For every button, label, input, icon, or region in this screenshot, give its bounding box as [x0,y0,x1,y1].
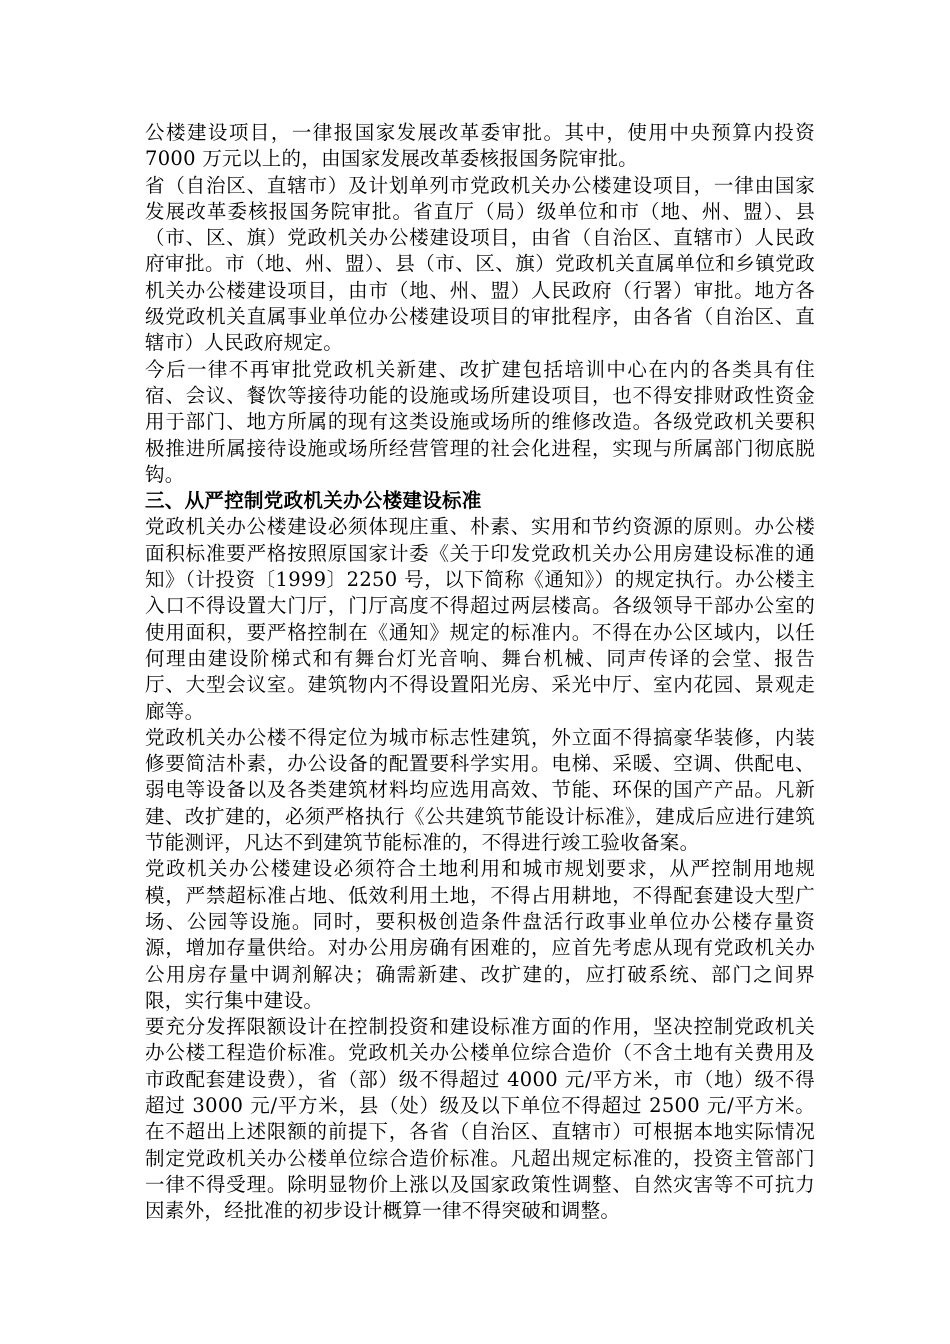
document-body [145,120,815,1224]
paragraph-approval-local: 省（自治区、直辖市）及计划单列市党政机关办公楼建设项目，一律由国家发展改革委核报国务院审批。省直厅（局）级单位和市（地、州、盟）、县（市、区、旗）党政机关办公楼建设项目，由省（自治区、直辖市）人民政府审批。市（地、州、盟）、县（市、区、旗）党政机关直属单位和乡镇党政机关办公楼建设项目，由市（地、州、盟）人民政府（行署）审批。地方各级党政机关直属事业单位办公楼建设项目的审批程序，由各省（自治区、直辖市）人民政府规定。 [145,173,815,355]
paragraph-reception-facilities: 今后一律不再审批党政机关新建、改扩建包括培训中心在内的各类具有住宿、会议、餐饮等接待功能的设施或场所建设项目，也不得安排财政性资金用于部门、地方所属的现有这类设施或场所的维修改造。各级党政机关要积极推进所属接待设施或场所经营管理的社会化进程，实现与所属部门彻底脱钩。 [145,357,815,486]
paragraph-land-use: 党政机关办公楼建设必须符合土地利用和城市规划要求，从严控制用地规模，严禁超标准占地、低效利用土地，不得占用耕地，不得配套建设大型广场、公园等设施。同时，要积极创造条件盘活行政事业单位办公楼存量资源，增加存量供给。对办公用房确有困难的，应首先考虑从现有党政机关办公用房存量中调剂解决；确需新建、改扩建的，应打破系统、部门之间界限，实行集中建设。 [145,857,815,1012]
paragraph-decoration-energy: 党政机关办公楼不得定位为城市标志性建筑，外立面不得搞豪华装修，内装修要简洁朴素，办公设备的配置要科学实用。电梯、采暖、空调、供配电、弱电等设备以及各类建筑材料均应选用高效、节能、环保的国产产品。凡新建、改扩建的，必须严格执行《公共建筑节能设计标准》，建成后应进行建筑节能测评，凡达不到建筑节能标准的，不得进行竣工验收备案。 [145,725,815,855]
paragraph-area-standards: 党政机关办公楼建设必须体现庄重、朴素、实用和节约资源的原则。办公楼面积标准要严格按照原国家计委《关于印发党政机关办公用房建设标准的通知》（计投资〔1999〕2250 号，以下简称《通知》）的规定执行。办公楼主入口不得设置大门厅，门厅高度不得超过两层楼高。各级领导干部办公室的使用面积，要严格控制在《通知》规定的标准内。不得在办公区域内，以任何理由建设阶梯式和有舞台灯光音响、舞台机械、同声传译的会堂、报告厅、大型会议室。建筑物内不得设置阳光房、采光中厅、室内花园、景观走廊等。 [145,515,815,723]
paragraph-cost-limits: 要充分发挥限额设计在控制投资和建设标准方面的作用，坚决控制党政机关办公楼工程造价标准。党政机关办公楼单位综合造价（不含土地有关费用及市政配套建设费），省（部）级不得超过 4000 元/平方米，市（地）级不得超过 3000 元/平方米，县（处）级及以下单位不得超过 2500 元/平方米。在不超出上述限额的前提下，各省（自治区、直辖市）可根据本地实际情况制定党政机关办公楼单位综合造价标准。凡超出规定标准的，投资主管部门一律不得受理。除明显物价上涨以及国家政策性调整、自然灾害等不可抗力因素外，经批准的初步设计概算一律不得突破和调整。 [145,1015,815,1223]
section-heading: 三、从严控制党政机关办公楼建设标准 [145,489,482,513]
paragraph-approval-central: 公楼建设项目，一律报国家发展改革委审批。其中，使用中央预算内投资 7000 万元以上的，由国家发展改革委核报国务院审批。 [145,121,815,171]
